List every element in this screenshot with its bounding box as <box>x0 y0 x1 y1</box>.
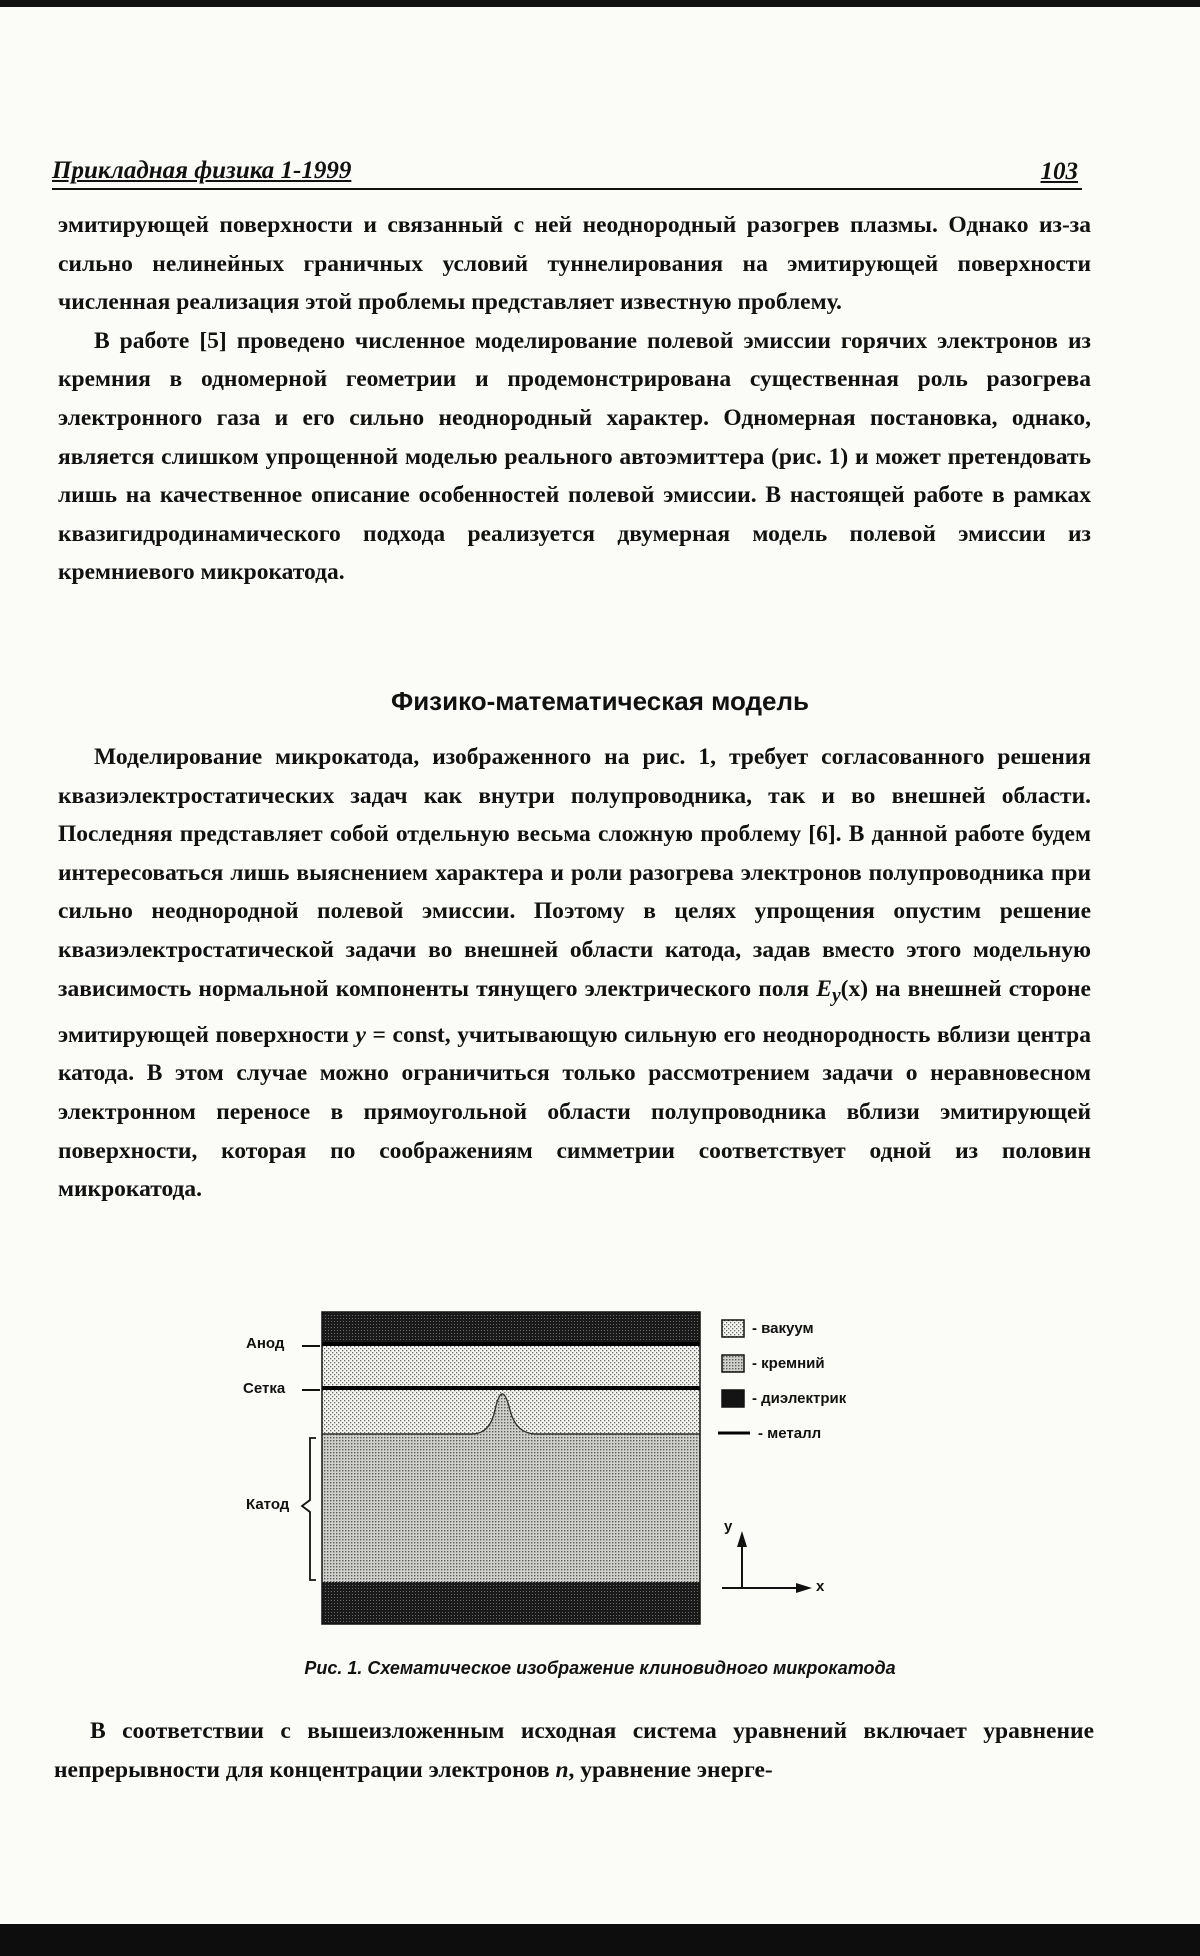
paragraph-3-part-2: на внешней стороне эмитирующей поверхности <box>58 975 1091 1048</box>
label-anode: Анод <box>246 1335 285 1352</box>
paragraph-3-part-1: Моделирование микрокатода, изображенного на рис. 1, требует согласованного решения квазиэлектростатических задач как внутри полупроводника, так и во внешней области. Последняя представляет собой отдельную весьма сложную проблему [6]. В данной работе будем интересоваться лишь выяснением характера и роли разогрева электронов полупроводника при сильно неоднородной полевой эмиссии. Поэтому в целях упрощения опустим решение квазиэлектростатической задачи во внешней области катода, задав вместо этого модельную зависимость нормальной компоненты тянущего электрического поля <box>58 744 1091 1002</box>
anode-metal-layer <box>322 1342 700 1346</box>
y-variable: y <box>355 1021 366 1048</box>
paragraph-3 <box>58 738 1091 1209</box>
grid-metal-layer <box>322 1386 700 1390</box>
axis-x-label: x <box>816 1578 825 1595</box>
paragraph-3-part-3: = const, учитывающую сильную его неоднородность вблизи центра катода. В этом случае можно ограничиться только рассмотрением задачи о неравновесном электронном переносе в прямоугольной области полупроводника вблизи эмитирующей поверхности, которая по соображениям симметрии соответствует одной из половин микрокатода. <box>58 1021 1091 1203</box>
bottom-dielectric-layer <box>322 1582 700 1624</box>
cathode-tip-outline <box>322 1394 700 1434</box>
cathode-brace <box>302 1438 316 1580</box>
anode-dielectric-layer <box>322 1312 700 1342</box>
body-text-middle <box>58 738 1091 1209</box>
field-argument: (x) <box>840 975 869 1002</box>
legend-dielectric: - диэлектрик <box>752 1390 847 1407</box>
label-cathode: Катод <box>246 1496 290 1513</box>
paragraph-2: В работе [5] проведено численное моделирование полевой эмиссии горячих электронов из кремния в одномерной геометрии и продемонстрирована существенная роль разогрева электронного газа и его сильно неоднородный характер. Одномерная постановка, однако, является слишком упрощенной моделью реального автоэмиттера (рис. 1) и может претендовать лишь на качественное описание особенностей полевой эмиссии. В настоящей работе в рамках квазигидродинамического подхода реализуется двумерная модель полевой эмиссии из кремниевого микрокатода. <box>58 327 1091 586</box>
journal-title: Прикладная физика 1-1999 <box>52 157 352 184</box>
section-heading: Физико-математическая модель <box>391 686 809 716</box>
y-axis-arrow <box>737 1531 747 1547</box>
field-symbol: E <box>816 975 832 1002</box>
paragraph-4 <box>54 1712 1094 1789</box>
figure-frame <box>322 1312 700 1624</box>
paragraph-4-part-2: , уравнение энерге- <box>568 1756 773 1783</box>
running-header <box>52 142 1082 190</box>
silicon-layer <box>322 1434 700 1582</box>
x-axis-arrow <box>796 1583 812 1593</box>
body-text-top <box>58 206 1091 592</box>
label-grid: Сетка <box>243 1380 286 1397</box>
bottom-scan-edge <box>0 1924 1200 1956</box>
page-number: 103 <box>1040 158 1078 185</box>
top-scan-edge <box>0 0 1200 7</box>
legend-vacuum: - вакуум <box>752 1320 814 1337</box>
legend-swatch-vacuum <box>722 1320 744 1337</box>
body-text-bottom <box>54 1712 1094 1789</box>
legend-silicon: - кремний <box>752 1355 825 1372</box>
legend-metal: - металл <box>758 1425 822 1442</box>
axis-y-label: y <box>724 1518 733 1535</box>
figure-caption: Рис. 1. Схематическое изображение клиновидного микрокатода <box>304 1658 896 1678</box>
vacuum-layer-2 <box>322 1390 700 1434</box>
paragraph-1: эмитирующей поверхности и связанный с ней неоднородный разогрев плазмы. Однако из-за сильно нелинейных граничных условий туннелирования на эмитирующей поверхности численная реализация этой проблемы представляет известную проблему. <box>58 212 1091 316</box>
cathode-tip <box>472 1394 536 1434</box>
paragraph-4-part-1: В соответствии с вышеизложенным исходная система уравнений включает уравнение непрерывности для концентрации электронов <box>54 1718 1094 1783</box>
n-variable: n <box>555 1756 569 1783</box>
field-subscript: y <box>831 985 841 1007</box>
legend-swatch-dielectric <box>722 1390 744 1407</box>
legend-swatch-silicon <box>722 1355 744 1372</box>
vacuum-layer-1 <box>322 1346 700 1386</box>
